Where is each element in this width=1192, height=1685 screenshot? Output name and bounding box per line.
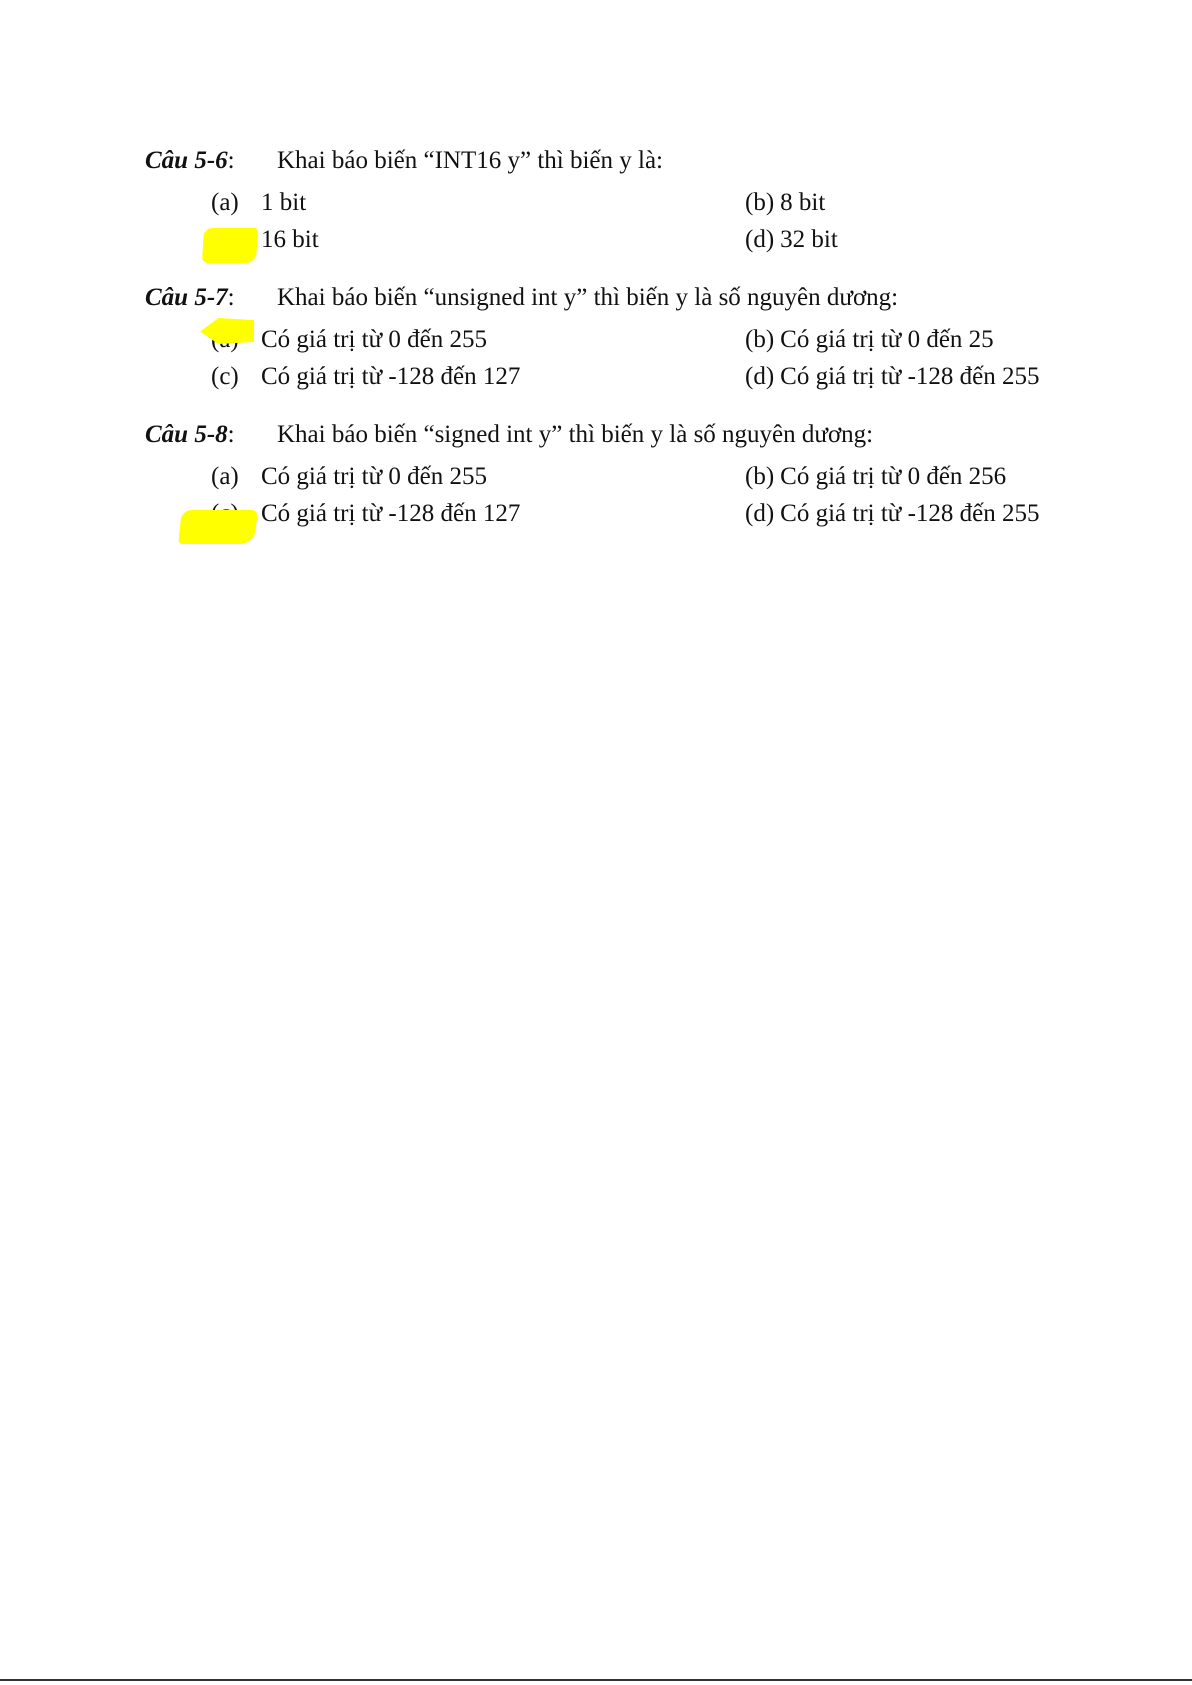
option-a: Có giá trị từ 0 đến 255 — [261, 326, 488, 353]
answer-options — [145, 188, 1095, 264]
option-a: (a) 1 bit — [211, 189, 307, 216]
question-5-6 — [145, 146, 1095, 264]
highlighter-mark — [202, 228, 258, 263]
question-label: Câu 5-6: — [145, 147, 235, 174]
option-d: (d) 32 bit — [745, 226, 838, 253]
option-b: (b) Có giá trị từ 0 đến 25 — [745, 326, 994, 353]
option-d: (d) Có giá trị từ -128 đến 255 — [745, 363, 1040, 390]
question-text: Khai báo biến “signed int y” thì biến y là số nguyên dương: — [277, 421, 874, 448]
page-bottom-rule — [0, 1679, 1192, 1681]
question-label: Câu 5-8: — [145, 421, 235, 448]
option-c: (c) Có giá trị từ -128 đến 127 — [211, 363, 521, 390]
option-c: Có giá trị từ -128 đến 127 — [261, 500, 521, 527]
option-d: (d) Có giá trị từ -128 đến 255 — [745, 500, 1040, 527]
question-5-7 — [145, 283, 1095, 401]
option-b: (b) Có giá trị từ 0 đến 256 — [745, 463, 1007, 490]
question-header — [145, 146, 1095, 176]
question-text: Khai báo biến “INT16 y” thì biến y là: — [277, 147, 663, 174]
option-a: (a) Có giá trị từ 0 đến 255 — [211, 463, 488, 490]
option-b: (b) 8 bit — [745, 189, 826, 216]
option-c: 16 bit — [261, 226, 319, 253]
question-text: Khai báo biến “unsigned int y” thì biến y là số nguyên dương: — [277, 284, 899, 311]
question-header — [145, 283, 1095, 313]
answer-options — [145, 325, 1095, 401]
answer-options — [145, 462, 1095, 538]
question-5-8 — [145, 420, 1095, 538]
highlighter-mark — [178, 510, 258, 544]
question-label: Câu 5-7: — [145, 284, 235, 311]
question-header — [145, 420, 1095, 450]
